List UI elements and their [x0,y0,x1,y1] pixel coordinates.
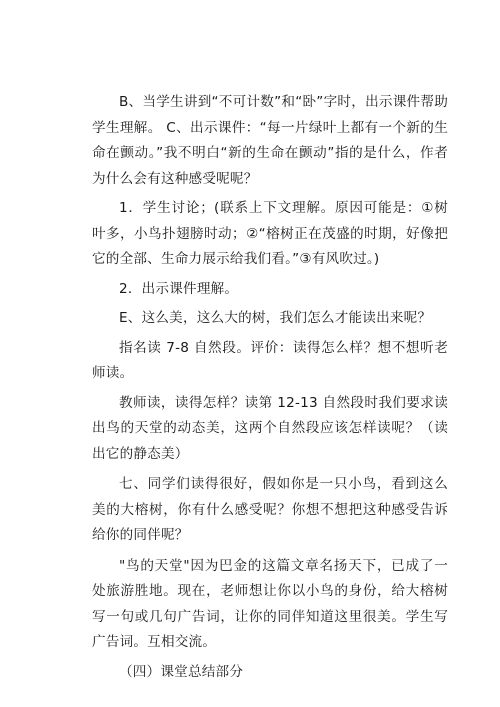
paragraph-step-b-c: B、当学生讲到“不可计数”和“卧”字时，出示课件帮助学生理解。 C、出示课件：“每一片绿叶上都有一个新的生命在颤动。”我不明白“新的生命在颤动”指的是什么，作者为什么会有这种感受呢呢？ [92,94,448,187]
document-body [92,90,448,685]
paragraph-reading-7-8: 指名读 7-8 自然段。评价：读得怎么样？想不想听老师读。 [92,339,448,381]
paragraph-summary-heading: （四）课堂总结部分 [119,663,244,680]
paragraph-discussion: 1．学生讨论；(联系上下文理解。原因可能是：①树叶多，小鸟扑翅膀时动；②“榕树正在茂盛的时期，好像把它的全部、生命力展示给我们看。”③有风吹过。) [92,200,448,267]
paragraph-step-e: E、这么美，这么大的树，我们怎么才能读出来呢？ [119,310,432,326]
paragraph-step-seven: 七、同学们读得很好，假如你是一只小鸟，看到这么美的大榕树，你有什么感受呢？你想不想把这种感受告诉给你的同伴呢？ [92,476,448,543]
paragraph-teacher-reading: 教师读，读得怎样？读第 12-13 自然段时我们要求读出鸟的天堂的动态美，这两个自然段应该怎样读呢？（读出它的静态美） [92,394,448,462]
paragraph-courseware: 2．出示课件理解。 [119,280,239,297]
paragraph-advertisement: "鸟的天堂"因为巴金的这篇文章名扬天下，已成了一处旅游胜地。现在，老师想让你以小鸟的身份，给大榕树写一句或几句广告词，让你的同伴知道这里很美。学生写广告词。互相交流。 [92,557,448,650]
